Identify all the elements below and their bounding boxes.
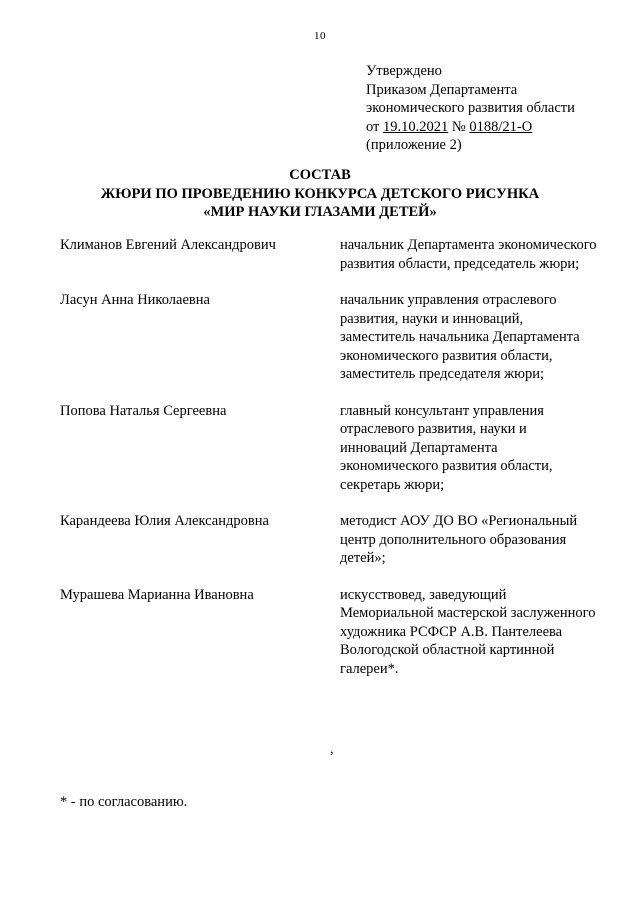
approval-number: 0188/21-О [469, 118, 533, 135]
title-line: СОСТАВ [289, 167, 351, 183]
jury-member [60, 236, 620, 273]
member-role-line: Мемориальной мастерской заслуженного [340, 605, 596, 621]
member-role-line: инноваций Департамента [340, 439, 498, 456]
jury-member [60, 402, 620, 495]
footnote: * - по согласованию. [60, 794, 188, 810]
approval-block [366, 62, 575, 155]
jury-member [60, 512, 620, 568]
title-line: ЖЮРИ ПО ПРОВЕДЕНИЮ КОНКУРСА ДЕТСКОГО РИСУНКА [100, 185, 540, 202]
member-role-line: экономического развития области, [340, 458, 553, 474]
approval-line: Утверждено [366, 63, 442, 79]
approval-date-prefix: от [366, 118, 384, 135]
member-role-line: секретарь жюри; [340, 476, 445, 493]
jury-members-list [60, 236, 620, 678]
member-role-line: отраслевого развития, науки и [340, 421, 527, 437]
member-role-line: методист АОУ ДО ВО «Региональный [340, 513, 578, 529]
stray-mark: , [330, 741, 334, 757]
approval-order-line [366, 118, 575, 137]
member-name: Ласун Анна Николаевна [60, 292, 210, 308]
member-role-line: заместитель председателя жюри; [340, 366, 545, 382]
member-role-line: галереи*. [340, 660, 399, 677]
member-role [340, 512, 620, 568]
member-role-line: заместитель начальника Департамента [340, 329, 580, 345]
member-role-line: художника РСФСР А.В. Пантелеева [340, 623, 563, 640]
approval-line: Приказом Департамента [366, 81, 518, 98]
jury-member [60, 586, 620, 679]
document-title [0, 166, 640, 222]
member-role-line: начальник Департамента экономического [340, 237, 597, 253]
member-role [340, 402, 620, 495]
title-line: «МИР НАУКИ ГЛАЗАМИ ДЕТЕЙ» [203, 204, 437, 220]
approval-date: 19.10.2021 [383, 118, 449, 135]
member-role-line: развития области, председатель жюри; [340, 255, 580, 272]
member-role-line: искусствовед, заведующий [340, 586, 507, 603]
member-role [340, 236, 620, 273]
member-role-line: главный консультант управления [340, 402, 544, 419]
member-role-line: экономического развития области, [340, 347, 553, 364]
member-role-line: начальник управления отраслевого [340, 292, 557, 308]
member-role-line: Вологодской областной картинной [340, 642, 555, 658]
approval-line: экономического развития области [366, 100, 575, 116]
member-role [340, 586, 620, 679]
member-role-line: центр дополнительного образования [340, 531, 567, 548]
member-role [340, 291, 620, 384]
member-name: Попова Наталья Сергеевна [60, 402, 227, 419]
page-number: 10 [314, 30, 326, 42]
member-role-line: детей»; [340, 550, 386, 566]
member-name: Климанов Евгений Александрович [60, 237, 276, 253]
member-name: Мурашева Марианна Ивановна [60, 586, 254, 603]
approval-number-sign: № [448, 118, 470, 135]
approval-line: (приложение 2) [366, 137, 462, 153]
member-role-line: развития, науки и инноваций, [340, 310, 524, 327]
jury-member [60, 291, 620, 384]
member-name: Карандеева Юлия Александровна [60, 513, 269, 529]
